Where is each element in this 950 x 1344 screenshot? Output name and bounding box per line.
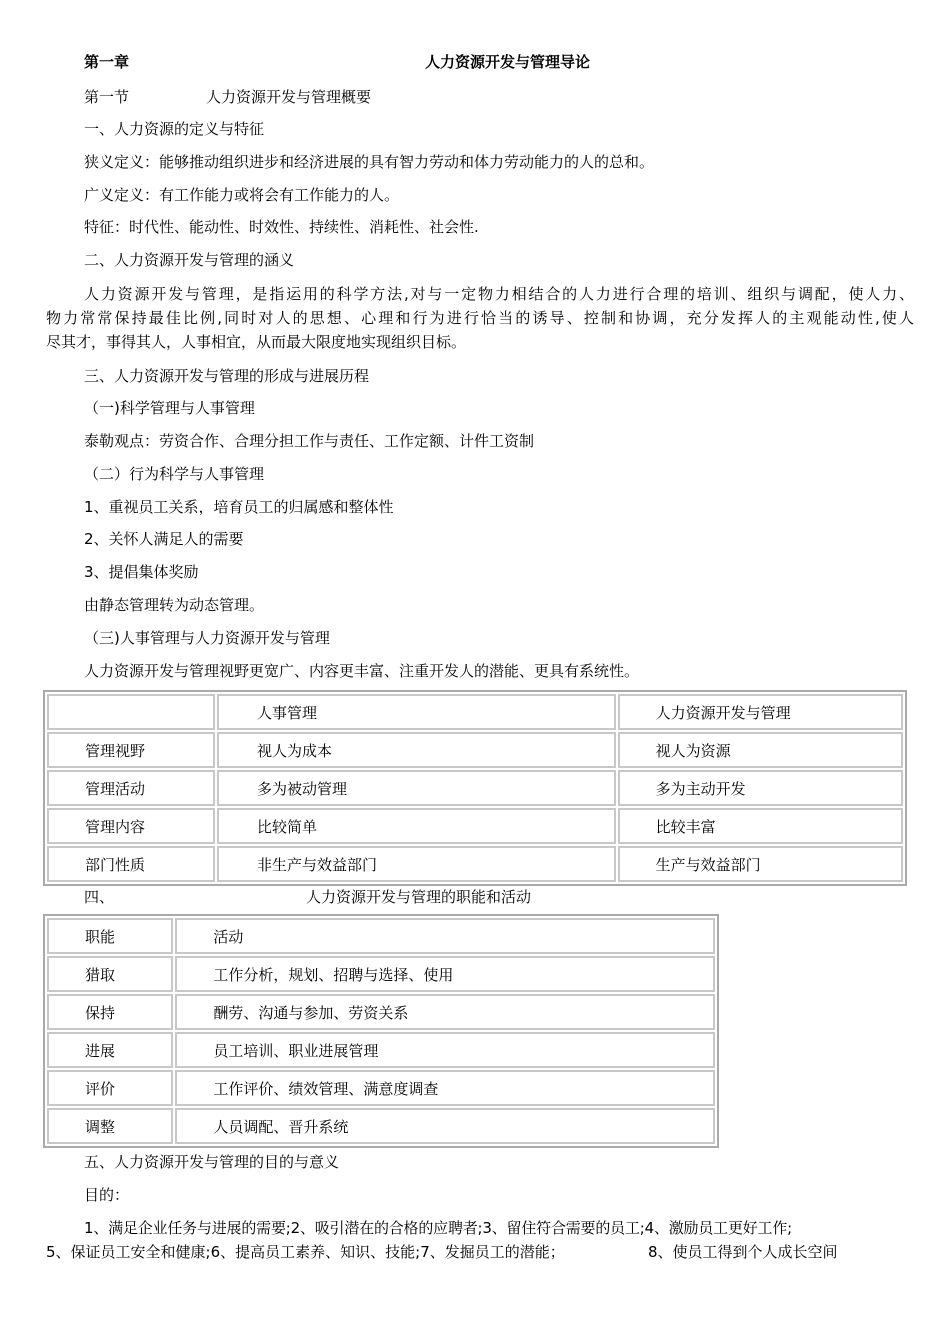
section-title: 人力资源开发与管理概要	[206, 88, 372, 106]
part3-sub3: （三)人事管理与人力资源开发与管理	[84, 629, 330, 647]
purpose-label: 目的：	[84, 1186, 130, 1204]
taylor-view: 泰勒观点：劳资合作、合理分担工作与责任、工作定额、计件工资制	[84, 432, 535, 450]
features: 特征：时代性、能动性、时效性、持续性、消耗性、社会性.	[84, 218, 479, 236]
table-row	[47, 956, 715, 992]
part1-heading: 一、人力资源的定义与特征	[84, 120, 265, 138]
part3-sub2: （二）行为科学与人事管理	[84, 465, 265, 483]
table-cell: 调整	[47, 1108, 173, 1144]
purpose-line: 8、使员工得到个人成长空间	[648, 1243, 838, 1261]
table-cell: 人员调配、晋升系统	[175, 1108, 715, 1144]
table-cell: 管理内容	[47, 808, 215, 844]
table-header-cell: 职能	[47, 918, 173, 954]
table-cell: 猎取	[47, 956, 173, 992]
chapter-label: 第一章	[84, 53, 130, 71]
table-cell: 管理视野	[47, 732, 215, 768]
purpose-line: 1、满足企业任务与进展的需要;2、吸引潜在的合格的应聘者;3、留住符合需要的员工;4、激励员工更好工作;	[84, 1219, 792, 1237]
purpose-line: 5、保证员工安全和健康;6、提高员工素养、知识、技能;7、发掘员工的潜能；	[46, 1243, 565, 1261]
paragraph-line: 尽其才，事得其人，人事相宜，从而最大限度地实现组织目标。	[46, 333, 467, 351]
table-cell: 工作分析，规划、招聘与选择、使用	[175, 956, 715, 992]
table-row	[47, 994, 715, 1030]
table-row	[47, 1108, 715, 1144]
function-table	[43, 914, 719, 1148]
table-header-cell: 活动	[175, 918, 715, 954]
section-label: 第一节	[84, 88, 130, 106]
comparison-table	[43, 690, 907, 886]
table-cell: 多为主动开发	[618, 770, 903, 806]
table-row	[47, 1070, 715, 1106]
table-cell: 酬劳、沟通与参加、劳资关系	[175, 994, 715, 1030]
table-cell: 非生产与效益部门	[217, 846, 616, 882]
table-row	[47, 770, 903, 806]
table-cell: 视人为资源	[618, 732, 903, 768]
table-header-cell: 人事管理	[217, 694, 616, 730]
part4-title: 人力资源开发与管理的职能和活动	[306, 888, 532, 906]
chapter-title: 人力资源开发与管理导论	[425, 53, 591, 71]
table-cell: 比较丰富	[618, 808, 903, 844]
table-cell: 管理活动	[47, 770, 215, 806]
part4-label: 四、	[84, 888, 115, 906]
paragraph-line: 人力资源开发与管理，是指运用的科学方法,对与一定物力相结合的人力进行合理的培训、组织与调配，使人力、	[84, 285, 914, 303]
table-cell: 评价	[47, 1070, 173, 1106]
table-cell: 工作评价、绩效管理、满意度调查	[175, 1070, 715, 1106]
table-cell: 进展	[47, 1032, 173, 1068]
part3-summary: 人力资源开发与管理视野更宽广、内容更丰富、注重开发人的潜能、更具有系统性。	[84, 662, 640, 680]
table-row	[47, 846, 903, 882]
part2-heading: 二、人力资源开发与管理的涵义	[84, 251, 295, 269]
definition-paragraph	[46, 282, 914, 354]
table-cell: 比较简单	[217, 808, 616, 844]
table-cell: 生产与效益部门	[618, 846, 903, 882]
list-item: 1、重视员工关系，培育员工的归属感和整体性	[84, 498, 394, 516]
table-cell: 保持	[47, 994, 173, 1030]
part3-heading: 三、人力资源开发与管理的形成与进展历程	[84, 367, 370, 385]
list-item: 3、提倡集体奖励	[84, 563, 199, 581]
table-row	[47, 1032, 715, 1068]
table-cell: 部门性质	[47, 846, 215, 882]
broad-definition: 广义定义：有工作能力或将会有工作能力的人。	[84, 186, 400, 204]
table-cell: 视人为成本	[217, 732, 616, 768]
paragraph-line: 物力常常保持最佳比例,同时对人的思想、心理和行为进行恰当的诱导、控制和协调，充分发挥人的主观能动性,使人	[46, 309, 914, 327]
table-cell: 多为被动管理	[217, 770, 616, 806]
table-header-cell: 人力资源开发与管理	[618, 694, 903, 730]
table-header-row	[47, 918, 715, 954]
table-cell: 员工培训、职业进展管理	[175, 1032, 715, 1068]
table-row	[47, 732, 903, 768]
list-item: 2、关怀人满足人的需要	[84, 530, 244, 548]
table-header-cell	[47, 694, 215, 730]
static-to-dynamic: 由静态管理转为动态管理。	[84, 596, 265, 614]
table-header-row	[47, 694, 903, 730]
table-row	[47, 808, 903, 844]
narrow-definition: 狭义定义：能够推动组织进步和经济进展的具有智力劳动和体力劳动能力的人的总和。	[84, 153, 655, 171]
part5-heading: 五、人力资源开发与管理的目的与意义	[84, 1153, 340, 1171]
part3-sub1: （一)科学管理与人事管理	[84, 399, 255, 417]
